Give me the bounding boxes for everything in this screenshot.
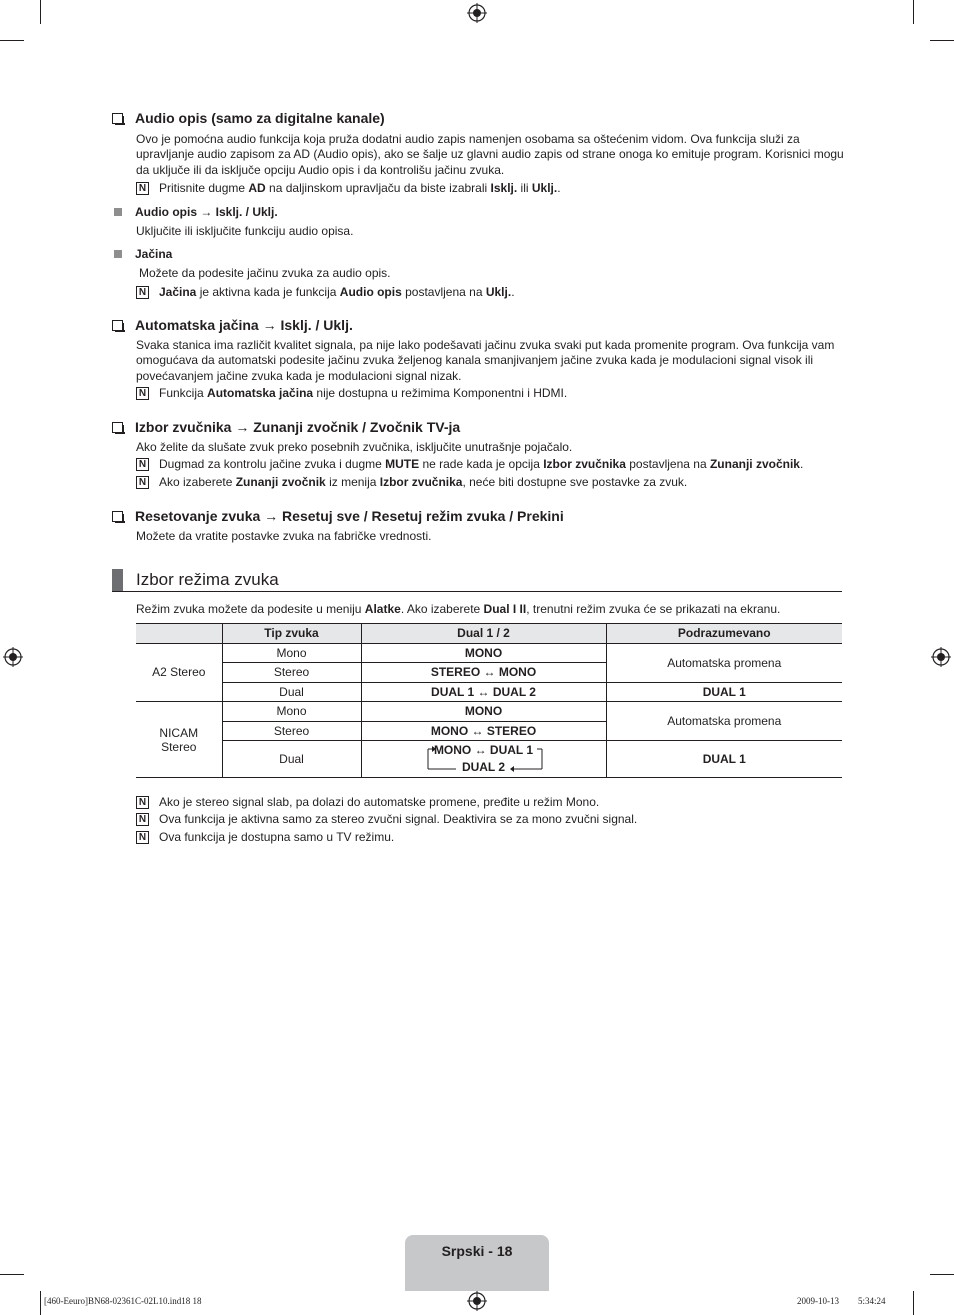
table-row: [136, 643, 842, 663]
table-cell: DUAL 1: [606, 682, 842, 702]
chapter-bar-marker: [112, 569, 123, 591]
checkbox-bullet-icon: [112, 320, 123, 331]
section-body-automatska-jacina: Svaka stanica ima različit kvalitet signala, pa nije lako podešavati jačinu zvuka svaki put kada promenite program. Ova funkcija vam omogućava da automatski podesite jačinu zvuka željenog kanala smanjivanjem jačine zvuka kada je modulacioni signal visok ili povećavanjem jačine zvuka kada je modulacioni signal nizak.: [136, 338, 835, 383]
note-izbor-zvucnika-2: N Ako izaberete Zunanji zvočnik iz menija Izbor zvučnika, neće biti dostupne sve postavke za zvuk.: [136, 475, 846, 490]
note-icon: N: [136, 458, 149, 471]
table-cell: STEREO ↔ MONO: [361, 663, 606, 683]
table-cell: Mono: [222, 702, 361, 722]
checkbox-bullet-icon: [112, 511, 123, 522]
note-icon: N: [136, 476, 149, 489]
note-audio-opis: N Pritisnite dugme AD na daljinskom upravljaču da biste izabrali Isklj. ili Uklj..: [136, 181, 846, 196]
table-header-cell: Dual 1 / 2: [361, 624, 606, 644]
note-automatska-jacina: N Funkcija Automatska jačina nije dostupna u režimima Komponentni i HDMI.: [136, 386, 846, 401]
footnote: N Ova funkcija je dostupna samo u TV režimu.: [136, 830, 846, 845]
note-icon: N: [136, 831, 149, 844]
table-cell: Stereo: [222, 663, 361, 683]
section-title-automatska-jacina: Automatska jačina → Isklj. / Uklj.: [112, 317, 353, 333]
table-row: [136, 702, 842, 722]
table-cell: DUAL 1: [606, 741, 842, 778]
group-name-cell: NICAM Stereo: [136, 702, 222, 778]
checkbox-bullet-icon: [112, 113, 123, 124]
sound-mode-table: [136, 623, 842, 778]
checkbox-bullet-icon: [112, 422, 123, 433]
subsection-body-audio-opis-toggle: Uključite ili isključite funkciju audio opisa.: [136, 224, 354, 238]
table-cell: MONO: [361, 702, 606, 722]
square-bullet-icon: [114, 208, 122, 216]
chapter-title: Izbor režima zvuka: [136, 569, 279, 589]
section-title-izbor-zvucnika: Izbor zvučnika → Zunanji zvočnik / Zvočnik TV-ja: [112, 419, 460, 435]
table-cell: Automatska promena: [606, 702, 842, 741]
footnote: N Ova funkcija je aktivna samo za stereo zvučni signal. Deaktivira se za mono zvučni signal.: [136, 812, 846, 827]
note-icon: N: [136, 182, 149, 195]
table-cell: Stereo: [222, 721, 361, 741]
table-cell: [361, 741, 606, 778]
note-icon: N: [136, 813, 149, 826]
table-header-cell: Tip zvuka: [222, 624, 361, 644]
table-cell: Dual: [222, 682, 361, 702]
group-name-cell: A2 Stereo: [136, 643, 222, 702]
table-cell: MONO: [361, 643, 606, 663]
table-cell: DUAL 1 ↔ DUAL 2: [361, 682, 606, 702]
dual-cycle-line2: DUAL 2: [461, 760, 506, 774]
dual-cycle-line1: MONO ↔ DUAL 1: [433, 743, 534, 757]
note-icon: N: [136, 286, 149, 299]
page-number-label: Srpski - 18: [441, 1243, 513, 1259]
section-body-izbor-zvucnika: Ako želite da slušate zvuk preko posebnih zvučnika, isključite unutrašnje pojačalo.: [136, 440, 573, 454]
note-jacina: N Jačina je aktivna kada je funkcija Audio opis postavljena na Uklj..: [136, 285, 846, 300]
footnote: N Ako je stereo signal slab, pa dolazi do automatske promene, pređite u režim Mono.: [136, 795, 846, 810]
table-cell: Automatska promena: [606, 643, 842, 682]
section-title-resetovanje-zvuka: Resetovanje zvuka → Resetuj sve / Resetuj režim zvuka / Prekini: [112, 508, 564, 524]
square-bullet-icon: [114, 250, 122, 258]
section-body-audio-opis: Ovo je pomoćna audio funkcija koja pruža dodatni audio zapis namenjen osobama sa oštećenim vidom. Ova funkcija služi za upravljanje audio zapisom za AD (Audio opis), ako se šalje uz glavni audio zapis od strane onoga ko emituje program. Korisnici mogu da uključe ili da isključe opciju Audio opis i da kontrolišu jačinu zvuka.: [136, 132, 844, 177]
table-cell: Mono: [222, 643, 361, 663]
section-body-resetovanje-zvuka: Možete da vratite postavke zvuka na fabričke vrednosti.: [136, 529, 432, 543]
print-date: 2009-10-13: [797, 1296, 839, 1306]
section-title-audio-opis: Audio opis (samo za digitalne kanale): [112, 110, 385, 126]
table-cell: MONO ↔ STEREO: [361, 721, 606, 741]
dual-cycle-diagram: [362, 741, 606, 777]
subsection-body-jacina: Možete da podesite jačinu zvuka za audio opis.: [139, 266, 391, 280]
print-file-info: [460-Eeuro]BN68-02361C-02L10.ind18 18: [44, 1296, 202, 1306]
note-icon: N: [136, 387, 149, 400]
subsection-title-audio-opis-toggle: Audio opis → Isklj. / Uklj.: [114, 205, 278, 219]
table-header-cell: Podrazumevano: [606, 624, 842, 644]
page-number-tab: [405, 1235, 549, 1291]
table-header-row: [136, 624, 842, 644]
table-cell: Dual: [222, 741, 361, 778]
print-time: 5:34:24: [858, 1296, 886, 1306]
table-row: [136, 682, 842, 702]
chapter-heading: [112, 568, 842, 592]
table-row: [136, 741, 842, 778]
table-header-cell: [136, 624, 222, 644]
chapter-intro: Režim zvuka možete da podesite u meniju Alatke. Ako izaberete Dual I II, trenutni režim zvuka će se prikazati na ekranu.: [136, 602, 781, 616]
subsection-title-jacina: Jačina: [114, 247, 172, 261]
note-icon: N: [136, 796, 149, 809]
note-izbor-zvucnika-1: N Dugmad za kontrolu jačine zvuka i dugme MUTE ne rade kada je opcija Izbor zvučnika postavljena na Zunanji zvočnik.: [136, 457, 846, 472]
